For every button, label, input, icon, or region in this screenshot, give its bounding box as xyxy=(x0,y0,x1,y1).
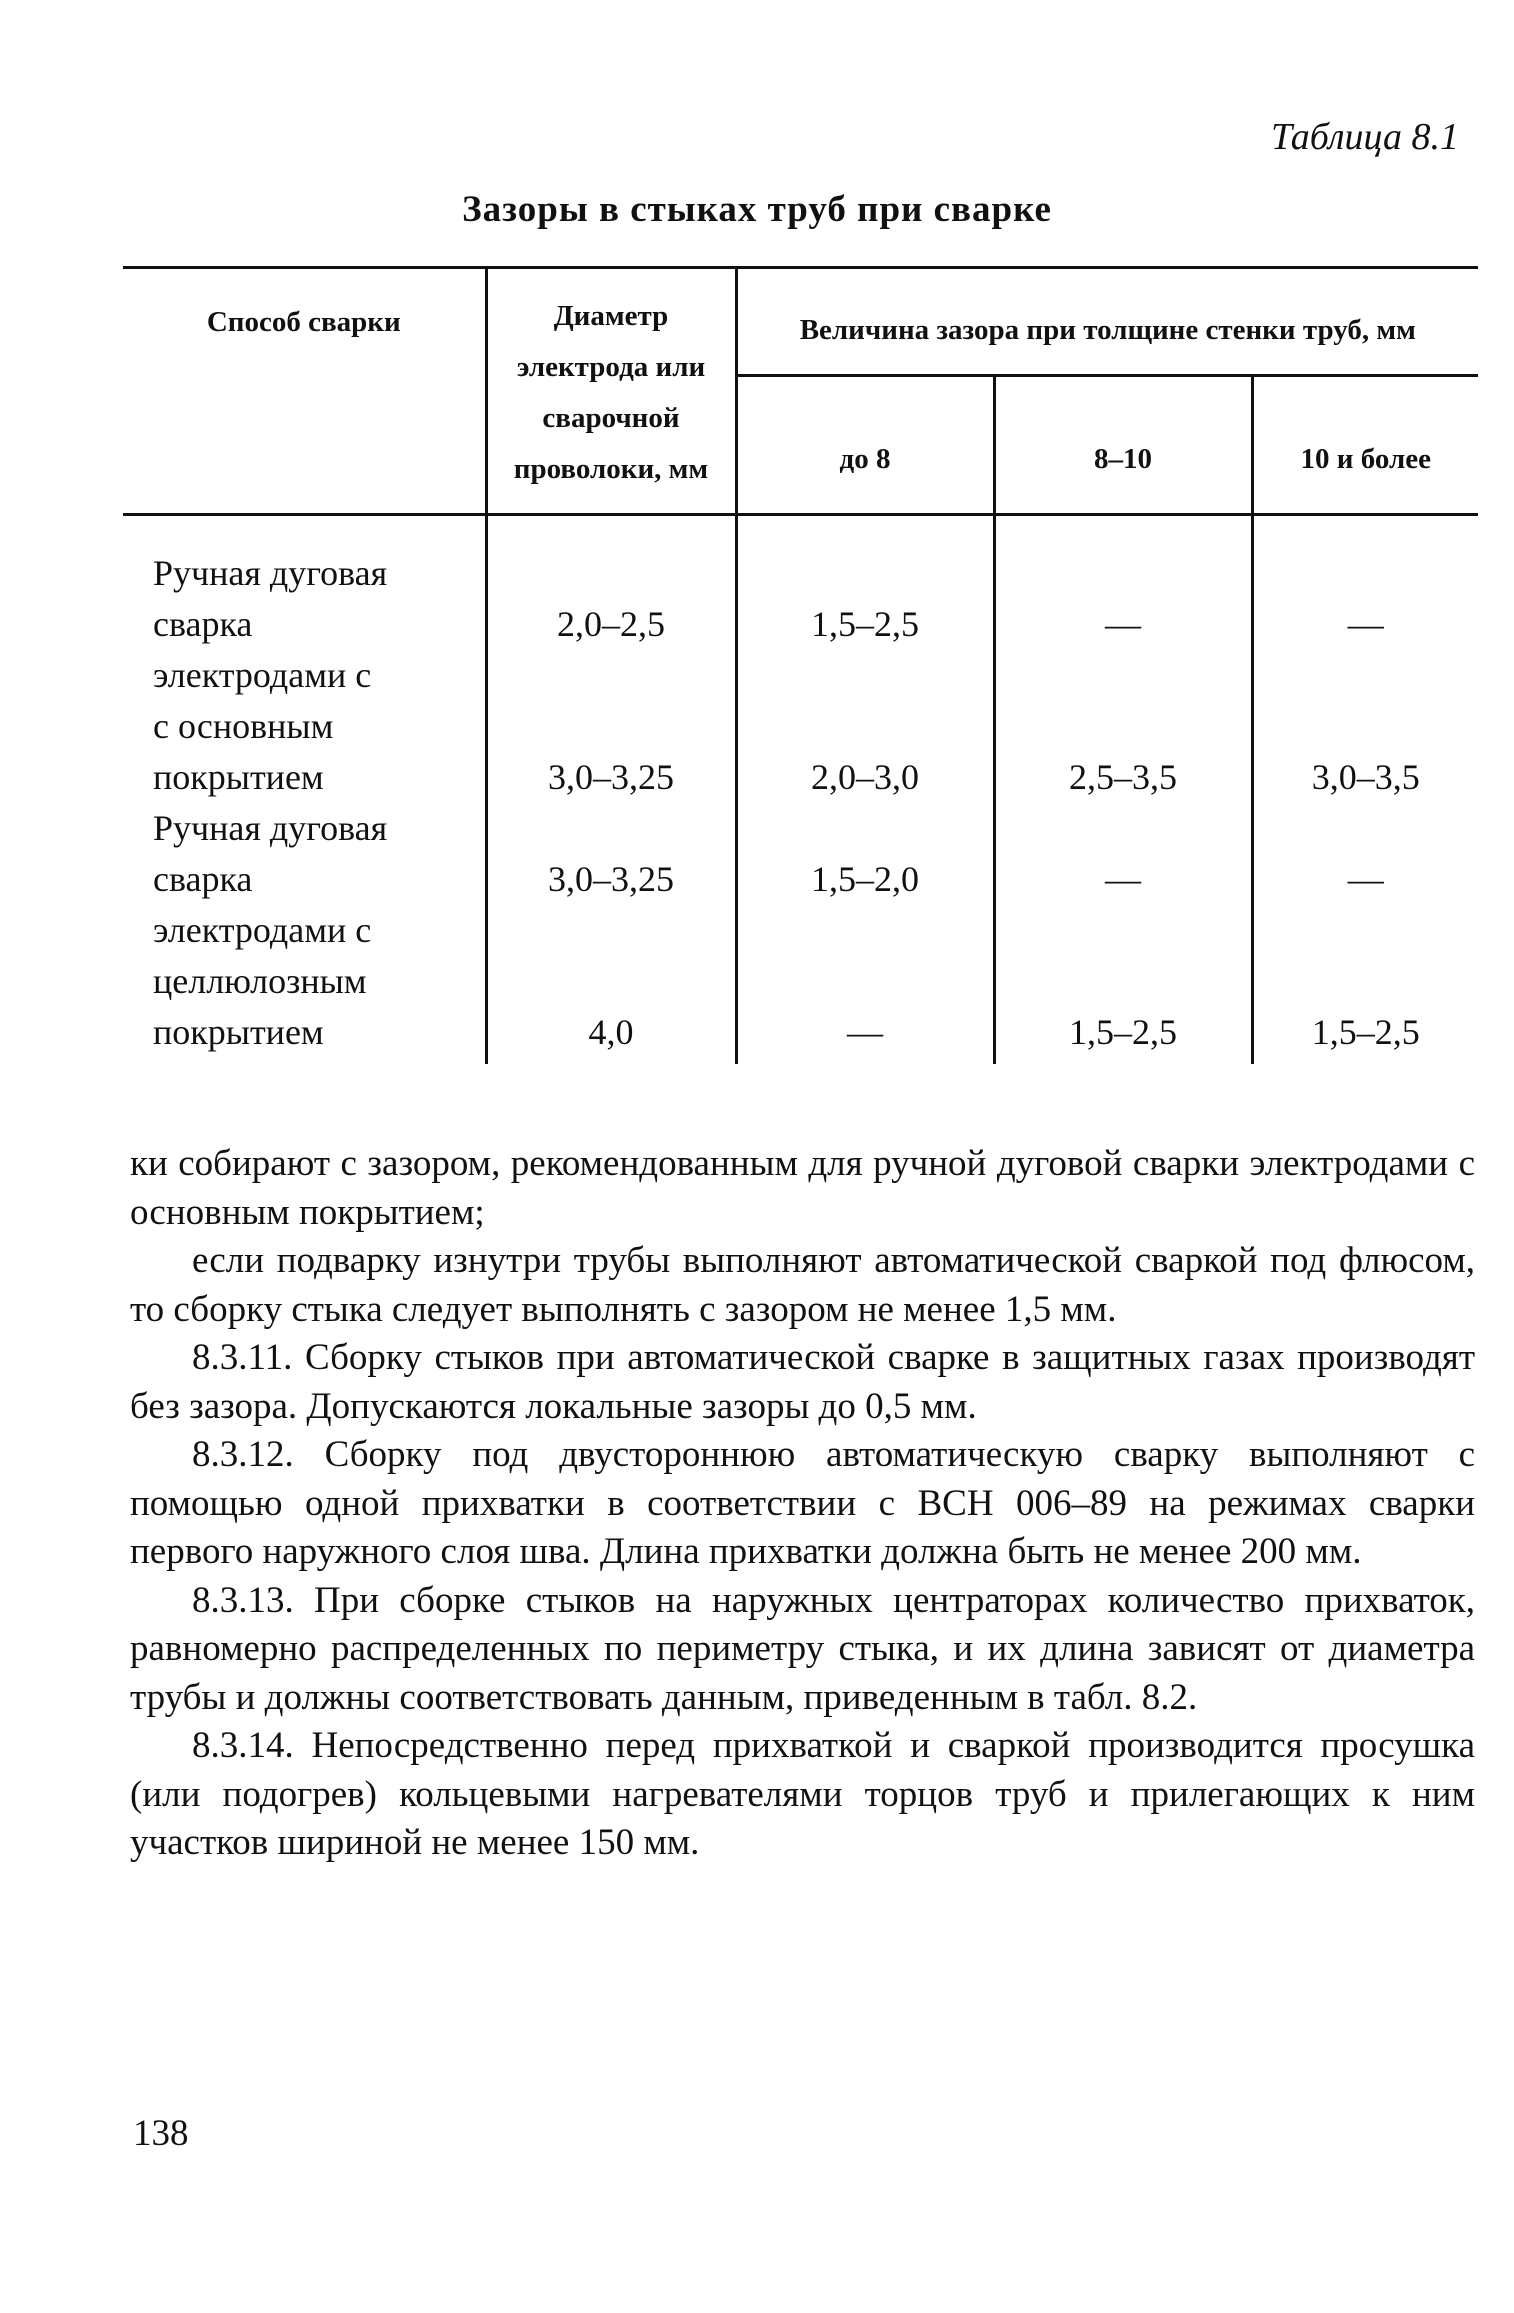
paragraph: если подварку изнутри трубы выполняют автоматической сваркой под флюсом, то сборку стыка следует выполнять с зазором не менее 1,5 мм. xyxy=(130,1240,1475,1330)
cell-diameter xyxy=(486,803,736,854)
cell-method: электродами с xyxy=(153,910,372,950)
cell-diameter: 4,0 xyxy=(486,1007,736,1064)
cell-gap-up-to-8: 1,5–2,0 xyxy=(736,854,994,905)
cell-gap-10-plus: — xyxy=(1252,599,1478,650)
header-gap: Величина зазора при толщине стенки труб, мм xyxy=(736,268,1478,376)
cell-method: электродами с xyxy=(153,655,372,695)
cell-gap-8-10: — xyxy=(994,854,1252,905)
header-gap-10-plus: 10 и более xyxy=(1252,376,1478,515)
table-row xyxy=(123,1007,1478,1064)
cell-gap-8-10 xyxy=(994,803,1252,854)
cell-gap-up-to-8 xyxy=(736,956,994,1007)
paragraph-8-3-12: 8.3.12. Сборку под двустороннюю автоматическую сварку выполняют с помощью одной прихватки в соответствии с ВСН 006–89 на режимах сварки первого наружного слоя шва. Длина прихватки должна быть не менее 200 мм. xyxy=(130,1434,1475,1572)
cell-diameter: 3,0–3,25 xyxy=(486,752,736,803)
cell-diameter xyxy=(486,515,736,600)
cell-method: Ручная дуговая xyxy=(153,808,388,848)
cell-gap-up-to-8 xyxy=(736,803,994,854)
page-number: 138 xyxy=(133,2113,189,2154)
cell-diameter xyxy=(486,956,736,1007)
cell-method: Ручная дуговая xyxy=(153,553,388,593)
paragraph-8-3-14: 8.3.14. Непосредственно перед прихваткой и сваркой производится просушка (или подогрев) кольцевыми нагревателями торцов труб и прилегающих к ним участков шириной не менее 150 мм. xyxy=(130,1725,1475,1863)
cell-method: с основным xyxy=(153,706,334,746)
cell-gap-up-to-8: 2,0–3,0 xyxy=(736,752,994,803)
cell-gap-10-plus xyxy=(1252,515,1478,600)
cell-gap-10-plus: 3,0–3,5 xyxy=(1252,752,1478,803)
cell-gap-up-to-8 xyxy=(736,515,994,600)
header-gap-8-10: 8–10 xyxy=(994,376,1252,515)
table-row xyxy=(123,515,1478,600)
cell-gap-up-to-8 xyxy=(736,650,994,701)
table-row xyxy=(123,599,1478,650)
table-row xyxy=(123,905,1478,956)
cell-method: сварка xyxy=(153,604,253,644)
cell-method: сварка xyxy=(153,859,253,899)
cell-gap-10-plus: — xyxy=(1252,854,1478,905)
cell-gap-8-10: 2,5–3,5 xyxy=(994,752,1252,803)
cell-gap-10-plus xyxy=(1252,701,1478,752)
cell-method: покрытием xyxy=(153,757,324,797)
cell-gap-up-to-8 xyxy=(736,701,994,752)
cell-gap-10-plus: 1,5–2,5 xyxy=(1252,1007,1478,1064)
header-method: Способ сварки xyxy=(123,268,486,515)
table-title: Зазоры в стыках труб при сварке xyxy=(462,189,1052,230)
header-gap-up-to-8: до 8 xyxy=(736,376,994,515)
table-row xyxy=(123,854,1478,905)
cell-diameter xyxy=(486,650,736,701)
cell-gap-10-plus xyxy=(1252,650,1478,701)
cell-gap-up-to-8: — xyxy=(736,1007,994,1064)
cell-diameter: 2,0–2,5 xyxy=(486,599,736,650)
cell-gap-8-10 xyxy=(994,905,1252,956)
cell-gap-up-to-8: 1,5–2,5 xyxy=(736,599,994,650)
cell-method: целлюлозным xyxy=(153,961,367,1001)
gap-table-body xyxy=(123,515,1478,1065)
cell-diameter xyxy=(486,905,736,956)
table-label: Таблица 8.1 xyxy=(1271,116,1459,158)
paragraph: ки собирают с зазором, рекомендованным для ручной дуговой сварки электродами с основным покрытием; xyxy=(130,1143,1475,1233)
table-row xyxy=(123,701,1478,752)
cell-gap-8-10 xyxy=(994,515,1252,600)
header-diameter: Диаметр электрода или сварочной проволоки, мм xyxy=(486,268,736,515)
cell-gap-up-to-8 xyxy=(736,905,994,956)
cell-method: покрытием xyxy=(153,1012,324,1052)
gap-table xyxy=(123,266,1478,1064)
cell-gap-8-10 xyxy=(994,701,1252,752)
cell-diameter: 3,0–3,25 xyxy=(486,854,736,905)
cell-gap-8-10: 1,5–2,5 xyxy=(994,1007,1252,1064)
table-row xyxy=(123,650,1478,701)
cell-gap-8-10: — xyxy=(994,599,1252,650)
cell-diameter xyxy=(486,701,736,752)
paragraph-8-3-11: 8.3.11. Сборку стыков при автоматической сварке в защитных газах производят без зазора. Допускаются локальные зазоры до 0,5 мм. xyxy=(130,1337,1475,1427)
paragraph-8-3-13: 8.3.13. При сборке стыков на наружных центраторах количество прихваток, равномерно распределенных по периметру стыка, и их длина зависят от диаметра трубы и должны соответствовать данным, приведенным в табл. 8.2. xyxy=(130,1579,1475,1718)
cell-gap-8-10 xyxy=(994,650,1252,701)
gap-table-container xyxy=(123,266,1478,1064)
table-row xyxy=(123,803,1478,854)
body-text xyxy=(130,1140,1475,1868)
cell-gap-10-plus xyxy=(1252,905,1478,956)
table-row xyxy=(123,956,1478,1007)
cell-gap-10-plus xyxy=(1252,956,1478,1007)
cell-gap-10-plus xyxy=(1252,803,1478,854)
table-row xyxy=(123,752,1478,803)
cell-gap-8-10 xyxy=(994,956,1252,1007)
